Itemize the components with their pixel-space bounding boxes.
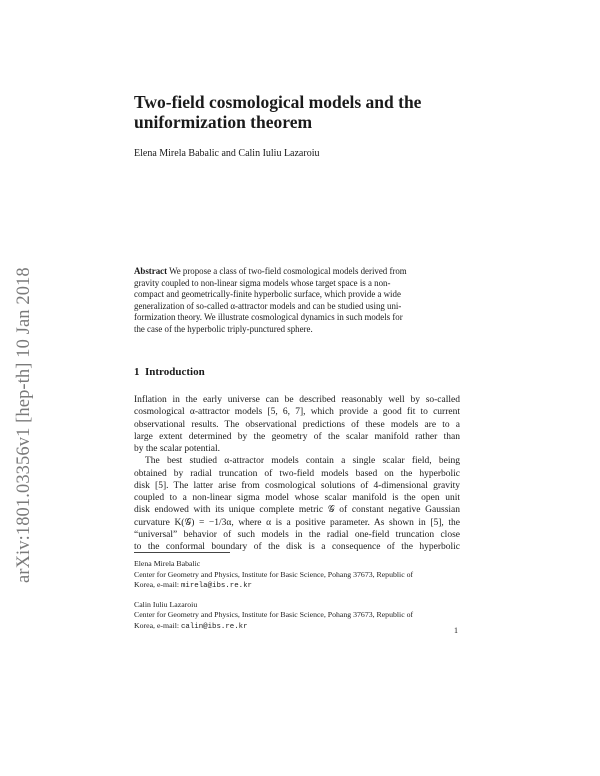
- section-number: 1: [134, 366, 140, 378]
- author-list: Elena Mirela Babalic and Calin Iuliu Lazaroiu: [134, 148, 320, 159]
- abstract-line-4: generalization of so-called α-attractor models and can be studied using uni-: [134, 300, 402, 311]
- body-line-8: disk [5]. The latter arise from cosmological solutions of 4-dimensional gravity: [134, 480, 460, 491]
- section-title: Introduction: [145, 366, 205, 378]
- abstract-line-5: formization theory. We illustrate cosmological dynamics in such models for: [134, 312, 403, 323]
- abstract-line-1: [134, 266, 460, 278]
- body-line-2: cosmological α-attractor models [5, 6, 7], which provide a good fit to current: [134, 407, 460, 418]
- abstract-label: Abstract: [134, 266, 168, 276]
- footnote-1-country: Korea, e-mail:: [134, 580, 181, 589]
- footnote-1-email: mirela@ibs.re.kr: [180, 582, 252, 590]
- footnote-1-contact: [134, 580, 464, 592]
- footnote-2-affiliation: Center for Geometry and Physics, Institute for Basic Science, Pohang 37673, Republic of: [134, 610, 414, 619]
- footnote-2-email: calin@ibs.re.kr: [180, 622, 248, 631]
- body-line-4: large extent determined by the geometry of the scalar manifold rather than: [134, 431, 460, 442]
- footnote-gap: [134, 592, 464, 600]
- author-footnotes: [134, 559, 464, 632]
- abstract-line-2: gravity coupled to non-linear sigma models whose target space is a non-: [134, 277, 391, 288]
- footnote-1-affiliation: Center for Geometry and Physics, Institute for Basic Science, Pohang 37673, Republic of: [134, 569, 414, 579]
- body-line-12: “universal” behavior of such models in the radial one-field truncation close: [134, 529, 460, 540]
- page-number: 1: [454, 626, 458, 635]
- footnote-divider: [134, 552, 230, 553]
- body-line-5: by the scalar potential.: [134, 444, 220, 454]
- body-line-7: obtained by radial truncation of two-field models based on the hyperbolic: [134, 468, 460, 479]
- paper-title: [134, 92, 494, 132]
- title-line-1: Two-field cosmological models and the: [134, 92, 422, 112]
- title-line-2: uniformization theorem: [134, 112, 313, 132]
- abstract-text-line-1: We propose a class of two-field cosmological models derived from: [169, 266, 407, 276]
- footnote-2-contact: [134, 621, 464, 633]
- abstract-line-6: the case of the hyperbolic triply-punctured sphere.: [134, 323, 313, 334]
- footnote-2-country: Korea, e-mail:: [134, 620, 181, 630]
- body-line-9: coupled to a non-linear sigma model whose scalar manifold is the open unit: [134, 493, 460, 503]
- body-line-1: Inflation in the early universe can be described reasonably well by so-called: [134, 395, 460, 405]
- abstract-line-3: compact and geometrically-finite hyperbolic surface, which provide a wide: [134, 289, 401, 300]
- section-heading-introduction: [134, 366, 205, 378]
- body-line-6: The best studied α-attractor models contain a single scalar field, being: [145, 456, 460, 467]
- abstract: [134, 266, 460, 336]
- footnote-2-name: Calin Iuliu Lazaroiu: [134, 599, 198, 609]
- body-line-11: curvature K(𝒢) = −1/3α, where α is a positive parameter. As shown in [5], the: [134, 517, 460, 528]
- body-line-3: observational results. The observational predictions of these models are to a: [134, 419, 460, 430]
- body-line-10: disk endowed with its unique complete metric 𝒢 of constant negative Gaussian: [134, 505, 460, 516]
- body-line-13: to the conformal boundary of the disk is a consequence of the hyperbolic: [134, 542, 460, 552]
- introduction-body: [134, 394, 460, 553]
- footnote-1-name: Elena Mirela Babalic: [134, 559, 201, 568]
- arxiv-identifier-stamp: arXiv:1801.03356v1 [hep-th] 10 Jan 2018: [14, 267, 34, 583]
